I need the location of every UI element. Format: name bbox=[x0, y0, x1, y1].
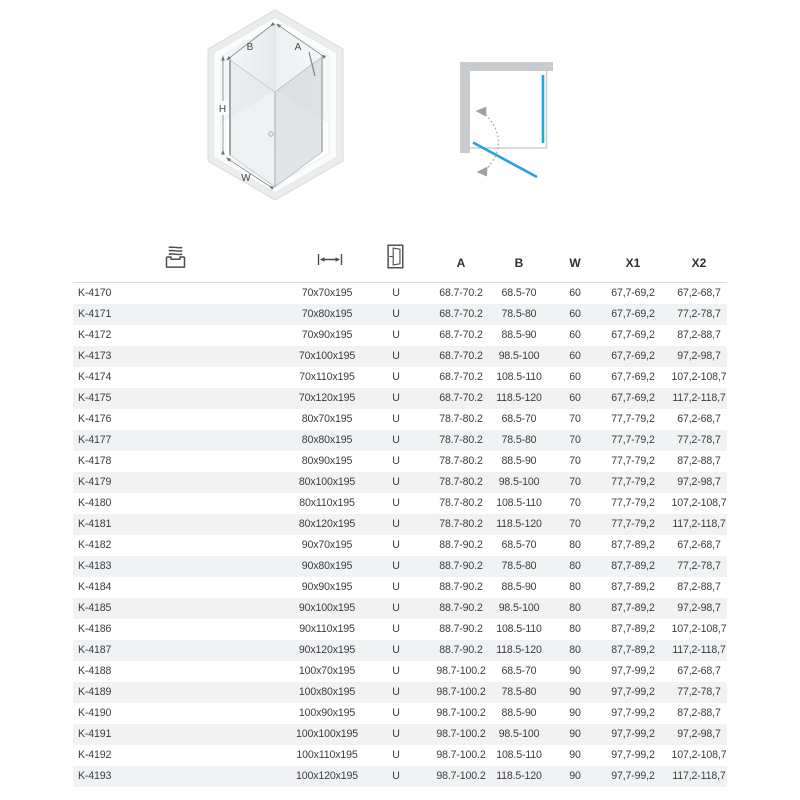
value-A: 68.7-70.2 bbox=[439, 329, 483, 341]
value-X1: 87,7-89,2 bbox=[611, 623, 655, 635]
size-dimensions: 80x110x195 bbox=[299, 497, 355, 509]
value-A: 68.7-70.2 bbox=[439, 371, 483, 383]
value-X1: 67,7-69,2 bbox=[611, 371, 655, 383]
product-code: K-4177 bbox=[78, 434, 112, 446]
value-A: 78.7-80.2 bbox=[439, 455, 483, 467]
value-X1: 97,7-99,2 bbox=[611, 749, 655, 761]
value-W: 60 bbox=[569, 350, 581, 362]
product-code: K-4179 bbox=[78, 476, 112, 488]
value-W: 90 bbox=[569, 686, 581, 698]
value-X2: 117,2-118,7 bbox=[672, 770, 726, 782]
value-A: 98.7-100.2 bbox=[436, 665, 486, 677]
table-row bbox=[73, 598, 727, 619]
value-X2: 107,2-108,7 bbox=[671, 749, 727, 761]
swing-arrowhead-bottom bbox=[477, 167, 488, 177]
door-type: U bbox=[392, 581, 400, 593]
dimension-label-W: W bbox=[241, 173, 251, 184]
value-X2: 77,2-78,7 bbox=[677, 686, 721, 698]
shower-top-view-diagram bbox=[455, 55, 565, 185]
value-B: 118.5-120 bbox=[496, 518, 542, 530]
table-row bbox=[73, 472, 727, 493]
value-X2: 67,2-68,7 bbox=[677, 665, 721, 677]
value-A: 78.7-80.2 bbox=[439, 413, 483, 425]
table-row bbox=[73, 514, 727, 535]
product-code: K-4173 bbox=[78, 350, 112, 362]
product-code: K-4188 bbox=[78, 665, 112, 677]
product-code: K-4176 bbox=[78, 413, 112, 425]
value-X2: 87,2-88,7 bbox=[677, 329, 721, 341]
table-row bbox=[73, 619, 727, 640]
product-code: K-4193 bbox=[78, 770, 112, 782]
value-X2: 77,2-78,7 bbox=[677, 434, 721, 446]
door-type: U bbox=[392, 686, 400, 698]
size-dimensions: 100x110x195 bbox=[296, 749, 358, 761]
value-A: 98.7-100.2 bbox=[436, 728, 486, 740]
value-A: 88.7-90.2 bbox=[439, 560, 483, 572]
size-dimensions: 70x90x195 bbox=[301, 329, 353, 341]
door-type: U bbox=[392, 392, 400, 404]
product-code: K-4190 bbox=[78, 707, 112, 719]
spec-table-body bbox=[73, 283, 727, 787]
value-W: 80 bbox=[569, 560, 581, 572]
table-row bbox=[73, 661, 727, 682]
value-W: 70 bbox=[569, 413, 581, 425]
value-W: 90 bbox=[569, 707, 581, 719]
value-X1: 87,7-89,2 bbox=[611, 539, 655, 551]
value-X1: 97,7-99,2 bbox=[611, 665, 655, 677]
size-dimensions: 70x120x195 bbox=[298, 392, 356, 404]
product-code: K-4192 bbox=[78, 749, 112, 761]
value-W: 90 bbox=[569, 665, 581, 677]
value-W: 90 bbox=[569, 749, 581, 761]
value-X1: 67,7-69,2 bbox=[611, 287, 655, 299]
column-header-A: A bbox=[456, 256, 466, 270]
table-row bbox=[73, 766, 727, 787]
door-type: U bbox=[392, 371, 400, 383]
value-A: 88.7-90.2 bbox=[439, 539, 483, 551]
product-code: K-4187 bbox=[78, 644, 112, 656]
size-dimensions: 70x80x195 bbox=[301, 308, 353, 320]
value-B: 68.5-70 bbox=[501, 287, 537, 299]
size-dimensions: 100x80x195 bbox=[298, 686, 356, 698]
value-X2: 67,2-68,7 bbox=[677, 287, 721, 299]
value-W: 70 bbox=[569, 434, 581, 446]
value-B: 98.5-100 bbox=[498, 728, 540, 740]
product-code: K-4170 bbox=[78, 287, 112, 299]
value-W: 70 bbox=[569, 476, 581, 488]
value-B: 88.5-90 bbox=[501, 329, 537, 341]
value-B: 118.5-120 bbox=[496, 770, 542, 782]
value-X1: 87,7-89,2 bbox=[611, 644, 655, 656]
door-type: U bbox=[392, 623, 400, 635]
size-dimensions: 80x80x195 bbox=[301, 434, 353, 446]
value-W: 60 bbox=[569, 329, 581, 341]
table-row bbox=[73, 535, 727, 556]
value-B: 98.5-100 bbox=[498, 350, 540, 362]
size-dimensions: 100x100x195 bbox=[296, 728, 358, 740]
value-A: 98.7-100.2 bbox=[436, 749, 486, 761]
door-type: U bbox=[392, 455, 400, 467]
wall-left-bar bbox=[460, 62, 470, 153]
value-A: 98.7-100.2 bbox=[436, 686, 486, 698]
table-row bbox=[73, 388, 727, 409]
value-X1: 67,7-69,2 bbox=[611, 392, 655, 404]
value-W: 80 bbox=[569, 623, 581, 635]
product-code: K-4175 bbox=[78, 392, 112, 404]
door-type-icon bbox=[387, 244, 405, 269]
product-code: K-4189 bbox=[78, 686, 112, 698]
door-type: U bbox=[392, 308, 400, 320]
product-code: K-4182 bbox=[78, 539, 112, 551]
dimension-label-H: H bbox=[218, 104, 227, 115]
table-row bbox=[73, 430, 727, 451]
table-row bbox=[73, 304, 727, 325]
table-row bbox=[73, 682, 727, 703]
value-B: 108.5-110 bbox=[496, 623, 542, 635]
size-dimensions: 80x70x195 bbox=[301, 413, 353, 425]
value-B: 88.5-90 bbox=[501, 455, 537, 467]
value-A: 88.7-90.2 bbox=[439, 602, 483, 614]
door-handle-knob bbox=[269, 132, 274, 137]
value-W: 80 bbox=[569, 602, 581, 614]
spec-table-header bbox=[73, 240, 727, 282]
door-type: U bbox=[392, 413, 400, 425]
size-dimensions: 100x90x195 bbox=[298, 707, 356, 719]
value-B: 88.5-90 bbox=[501, 581, 537, 593]
value-W: 80 bbox=[569, 581, 581, 593]
value-B: 108.5-110 bbox=[496, 371, 542, 383]
value-X2: 97,2-98,7 bbox=[677, 476, 721, 488]
value-B: 78.5-80 bbox=[501, 434, 537, 446]
value-W: 90 bbox=[569, 728, 581, 740]
column-header-X2: X2 bbox=[691, 256, 707, 270]
size-dimensions: 80x100x195 bbox=[298, 476, 356, 488]
product-code: K-4174 bbox=[78, 371, 112, 383]
value-A: 68.7-70.2 bbox=[439, 392, 483, 404]
value-X2: 77,2-78,7 bbox=[677, 308, 721, 320]
value-X2: 97,2-98,7 bbox=[677, 602, 721, 614]
product-code: K-4186 bbox=[78, 623, 112, 635]
dimension-label-A: A bbox=[294, 42, 302, 53]
value-X2: 117,2-118,7 bbox=[672, 392, 726, 404]
door-type: U bbox=[392, 539, 400, 551]
value-B: 108.5-110 bbox=[496, 749, 542, 761]
table-row bbox=[73, 745, 727, 766]
value-B: 88.5-90 bbox=[501, 707, 537, 719]
value-W: 90 bbox=[569, 770, 581, 782]
value-X1: 77,7-79,2 bbox=[611, 455, 655, 467]
value-X1: 77,7-79,2 bbox=[611, 518, 655, 530]
value-X1: 97,7-99,2 bbox=[611, 707, 655, 719]
size-dimensions: 70x110x195 bbox=[299, 371, 355, 383]
door-type: U bbox=[392, 518, 400, 530]
value-B: 68.5-70 bbox=[501, 665, 537, 677]
value-W: 60 bbox=[569, 392, 581, 404]
value-X2: 67,2-68,7 bbox=[677, 413, 721, 425]
value-X1: 97,7-99,2 bbox=[611, 728, 655, 740]
door-swing-arc bbox=[483, 112, 499, 171]
size-dimensions: 70x70x195 bbox=[301, 287, 353, 299]
table-row bbox=[73, 724, 727, 745]
table-row bbox=[73, 283, 727, 304]
value-X1: 87,7-89,2 bbox=[611, 560, 655, 572]
size-dimensions: 90x100x195 bbox=[298, 602, 356, 614]
value-X2: 107,2-108,7 bbox=[671, 371, 727, 383]
product-code: K-4181 bbox=[78, 518, 112, 530]
value-B: 98.5-100 bbox=[498, 602, 540, 614]
value-A: 88.7-90.2 bbox=[439, 623, 483, 635]
value-X2: 87,2-88,7 bbox=[677, 581, 721, 593]
value-A: 98.7-100.2 bbox=[436, 770, 486, 782]
value-W: 70 bbox=[569, 518, 581, 530]
table-row bbox=[73, 703, 727, 724]
size-dimensions: 90x90x195 bbox=[301, 581, 353, 593]
wall-top-bar bbox=[460, 62, 553, 71]
table-row bbox=[73, 493, 727, 514]
value-A: 98.7-100.2 bbox=[436, 707, 486, 719]
door-type: U bbox=[392, 665, 400, 677]
size-dimensions: 90x80x195 bbox=[301, 560, 353, 572]
door-type: U bbox=[392, 476, 400, 488]
value-B: 68.5-70 bbox=[501, 539, 537, 551]
table-row bbox=[73, 577, 727, 598]
value-X2: 77,2-78,7 bbox=[677, 560, 721, 572]
value-X1: 77,7-79,2 bbox=[611, 497, 655, 509]
size-dimensions: 100x70x195 bbox=[298, 665, 356, 677]
table-row bbox=[73, 640, 727, 661]
value-B: 118.5-120 bbox=[496, 644, 542, 656]
value-X1: 97,7-99,2 bbox=[611, 686, 655, 698]
value-A: 78.7-80.2 bbox=[439, 497, 483, 509]
shower-enclosure-isometric-diagram bbox=[205, 8, 345, 203]
value-W: 80 bbox=[569, 539, 581, 551]
product-code: K-4191 bbox=[78, 728, 112, 740]
value-A: 68.7-70.2 bbox=[439, 308, 483, 320]
value-X2: 107,2-108,7 bbox=[671, 497, 727, 509]
swing-arrowhead-top bbox=[476, 107, 487, 117]
value-W: 60 bbox=[569, 371, 581, 383]
table-row bbox=[73, 346, 727, 367]
door-type: U bbox=[392, 287, 400, 299]
door-type: U bbox=[392, 560, 400, 572]
value-W: 80 bbox=[569, 644, 581, 656]
value-X1: 67,7-69,2 bbox=[611, 308, 655, 320]
size-dimensions: 90x70x195 bbox=[301, 539, 353, 551]
value-X1: 67,7-69,2 bbox=[611, 350, 655, 362]
value-B: 78.5-80 bbox=[501, 686, 537, 698]
value-W: 60 bbox=[569, 308, 581, 320]
product-code: K-4171 bbox=[78, 308, 112, 320]
size-dimensions: 70x100x195 bbox=[298, 350, 356, 362]
door-type: U bbox=[392, 749, 400, 761]
value-X1: 97,7-99,2 bbox=[611, 770, 655, 782]
door-type: U bbox=[392, 728, 400, 740]
size-dimensions: 100x120x195 bbox=[296, 770, 358, 782]
value-X1: 67,7-69,2 bbox=[611, 329, 655, 341]
value-A: 68.7-70.2 bbox=[439, 287, 483, 299]
value-X2: 97,2-98,7 bbox=[677, 728, 721, 740]
door-type: U bbox=[392, 602, 400, 614]
product-code: K-4172 bbox=[78, 329, 112, 341]
door-type: U bbox=[392, 707, 400, 719]
table-row bbox=[73, 451, 727, 472]
product-code: K-4184 bbox=[78, 581, 112, 593]
value-X2: 67,2-68,7 bbox=[677, 539, 721, 551]
product-code: K-4185 bbox=[78, 602, 112, 614]
table-row bbox=[73, 367, 727, 388]
value-X2: 87,2-88,7 bbox=[677, 455, 721, 467]
value-X2: 117,2-118,7 bbox=[672, 518, 726, 530]
value-B: 78.5-80 bbox=[501, 560, 537, 572]
value-X1: 77,7-79,2 bbox=[611, 413, 655, 425]
column-header-B: B bbox=[514, 256, 524, 270]
value-B: 108.5-110 bbox=[496, 497, 542, 509]
value-B: 68.5-70 bbox=[501, 413, 537, 425]
dimension-label-B: B bbox=[246, 42, 254, 53]
value-A: 68.7-70.2 bbox=[439, 350, 483, 362]
door-type: U bbox=[392, 644, 400, 656]
width-dimension-icon bbox=[317, 253, 343, 266]
value-W: 70 bbox=[569, 455, 581, 467]
value-X2: 117,2-118,7 bbox=[672, 644, 726, 656]
product-code: K-4183 bbox=[78, 560, 112, 572]
column-header-W: W bbox=[569, 256, 581, 270]
size-dimensions: 80x90x195 bbox=[301, 455, 353, 467]
value-A: 88.7-90.2 bbox=[439, 581, 483, 593]
door-type: U bbox=[392, 434, 400, 446]
door-type: U bbox=[392, 350, 400, 362]
product-code: K-4180 bbox=[78, 497, 112, 509]
value-B: 98.5-100 bbox=[498, 476, 540, 488]
value-X1: 87,7-89,2 bbox=[611, 581, 655, 593]
door-type: U bbox=[392, 497, 400, 509]
table-row bbox=[73, 409, 727, 430]
value-W: 60 bbox=[569, 287, 581, 299]
value-X2: 87,2-88,7 bbox=[677, 707, 721, 719]
product-code: K-4178 bbox=[78, 455, 112, 467]
value-A: 88.7-90.2 bbox=[439, 644, 483, 656]
door-type: U bbox=[392, 770, 400, 782]
value-A: 78.7-80.2 bbox=[439, 434, 483, 446]
door-type: U bbox=[392, 329, 400, 341]
value-X1: 77,7-79,2 bbox=[611, 434, 655, 446]
product-stack-icon bbox=[162, 242, 189, 272]
value-A: 78.7-80.2 bbox=[439, 518, 483, 530]
table-row bbox=[73, 325, 727, 346]
value-B: 78.5-80 bbox=[501, 308, 537, 320]
column-header-X1: X1 bbox=[625, 256, 641, 270]
value-X1: 77,7-79,2 bbox=[611, 476, 655, 488]
value-W: 70 bbox=[569, 497, 581, 509]
value-B: 118.5-120 bbox=[496, 392, 542, 404]
table-row bbox=[73, 556, 727, 577]
value-X2: 107,2-108,7 bbox=[671, 623, 727, 635]
size-dimensions: 90x110x195 bbox=[299, 623, 355, 635]
size-dimensions: 90x120x195 bbox=[298, 644, 356, 656]
size-dimensions: 80x120x195 bbox=[298, 518, 356, 530]
value-A: 78.7-80.2 bbox=[439, 476, 483, 488]
value-X1: 87,7-89,2 bbox=[611, 602, 655, 614]
value-X2: 97,2-98,7 bbox=[677, 350, 721, 362]
